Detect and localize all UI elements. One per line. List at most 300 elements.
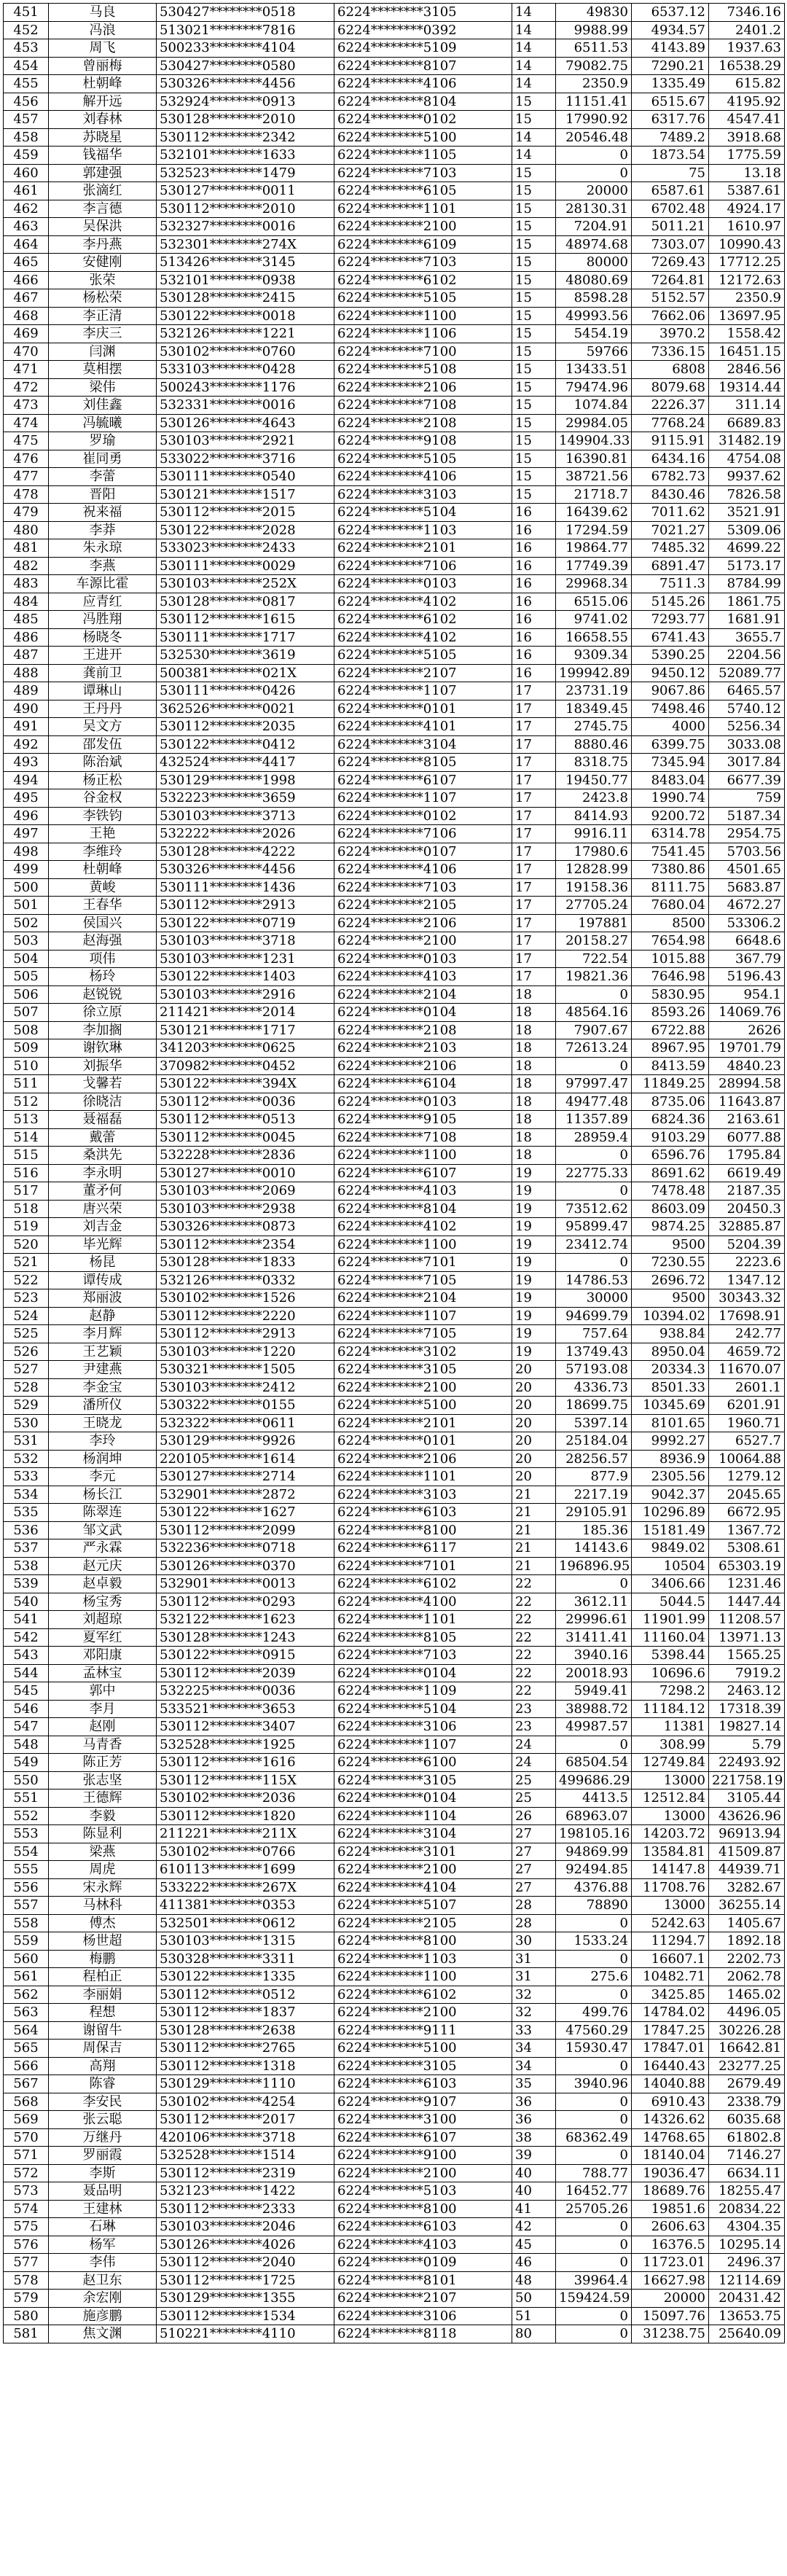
amount-cell-1: 0 [556,1575,632,1593]
count-cell: 15 [512,432,556,450]
amount-cell-3: 1681.91 [709,611,785,629]
table-row [4,2236,785,2254]
card-number-cell: 6224********5100 [334,2040,512,2058]
name-cell: 谢留牛 [49,2021,157,2040]
card-number-cell: 6224********0107 [334,843,512,861]
id-number-cell: 530129********1355 [157,2290,334,2308]
table-row [4,289,785,308]
card-number-cell: 6224********3106 [334,2307,512,2325]
name-cell: 李丽娟 [49,1986,157,2004]
row-number-cell: 540 [4,1593,49,1611]
card-number-cell: 6224********4103 [334,2236,512,2254]
amount-cell-2: 16627.98 [632,2271,709,2290]
count-cell: 18 [512,1147,556,1165]
count-cell: 15 [512,361,556,379]
amount-cell-1: 39964.4 [556,2271,632,2290]
amount-cell-1: 14786.53 [556,1271,632,1289]
table-row [4,878,785,897]
amount-cell-2: 11849.25 [632,1075,709,1093]
row-number-cell: 558 [4,1914,49,1932]
table-row [4,1254,785,1272]
table-row [4,1504,785,1522]
amount-cell-1: 38721.56 [556,468,632,486]
amount-cell-2: 7485.32 [632,539,709,558]
name-cell: 杨正松 [49,771,157,789]
id-number-cell: 532101********0938 [157,271,334,289]
name-cell: 杨军 [49,2236,157,2254]
name-cell: 赵刚 [49,1718,157,1736]
name-cell: 李加搁 [49,1021,157,1039]
amount-cell-3: 96913.94 [709,1825,785,1843]
count-cell: 16 [512,557,556,575]
table-row [4,2271,785,2290]
name-cell: 董矛何 [49,1182,157,1201]
row-number-cell: 568 [4,2093,49,2111]
name-cell: 谷金权 [49,789,157,808]
name-cell: 严永霖 [49,1539,157,1558]
count-cell: 27 [512,1825,556,1843]
count-cell: 17 [512,950,556,968]
amount-cell-1: 16452.77 [556,2182,632,2201]
row-number-cell: 529 [4,1397,49,1415]
id-number-cell: 530102********1526 [157,1289,334,1308]
row-number-cell: 537 [4,1539,49,1558]
amount-cell-2: 2305.56 [632,1468,709,1486]
amount-cell-1: 17749.39 [556,557,632,575]
card-number-cell: 6224********2108 [334,1021,512,1039]
amount-cell-3: 19314.44 [709,378,785,397]
name-cell: 周保吉 [49,2040,157,2058]
amount-cell-3: 6077.88 [709,1128,785,1147]
card-number-cell: 6224********9107 [334,2093,512,2111]
table-row [4,1378,785,1397]
amount-cell-1: 8880.46 [556,735,632,754]
id-number-cell: 513021********7816 [157,21,334,39]
amount-cell-1: 12828.99 [556,861,632,879]
name-cell: 梁燕 [49,1843,157,1861]
table-row [4,1307,785,1325]
amount-cell-1: 0 [556,2093,632,2111]
card-number-cell: 6224********6100 [334,1754,512,1772]
amount-cell-3: 3017.84 [709,754,785,772]
amount-cell-1: 4413.5 [556,1789,632,1808]
count-cell: 15 [512,218,556,236]
count-cell: 18 [512,1111,556,1129]
row-number-cell: 502 [4,914,49,932]
table-row [4,1218,785,1236]
count-cell: 27 [512,1878,556,1897]
id-number-cell: 530102********2036 [157,1789,334,1808]
name-cell: 杨松荣 [49,289,157,308]
count-cell: 20 [512,1432,556,1451]
id-number-cell: 530112********2010 [157,200,334,218]
amount-cell-2: 11708.76 [632,1878,709,1897]
row-number-cell: 480 [4,521,49,539]
amount-cell-3: 16642.81 [709,2040,785,2058]
amount-cell-1: 73512.62 [556,1200,632,1218]
amount-cell-3: 221758.19 [709,1771,785,1789]
id-number-cell: 530112********0036 [157,1093,334,1111]
count-cell: 22 [512,1647,556,1665]
id-number-cell: 530111********0029 [157,557,334,575]
amount-cell-3: 367.79 [709,950,785,968]
amount-cell-1: 722.54 [556,950,632,968]
count-cell: 45 [512,2236,556,2254]
name-cell: 万继丹 [49,2128,157,2147]
name-cell: 王艳 [49,825,157,843]
amount-cell-2: 5242.63 [632,1914,709,1932]
amount-cell-1: 16439.62 [556,504,632,522]
card-number-cell: 6224********7106 [334,557,512,575]
count-cell: 15 [512,182,556,200]
name-cell: 傅杰 [49,1914,157,1932]
amount-cell-2: 5830.95 [632,985,709,1004]
amount-cell-1: 48080.69 [556,271,632,289]
count-cell: 30 [512,1932,556,1951]
count-cell: 18 [512,1075,556,1093]
count-cell: 21 [512,1486,556,1504]
id-number-cell: 533222********267X [157,1878,334,1897]
amount-cell-3: 5.79 [709,1736,785,1754]
table-row [4,682,785,700]
id-number-cell: 411381********0353 [157,1897,334,1915]
id-number-cell: 530111********0540 [157,468,334,486]
card-number-cell: 6224********0103 [334,575,512,593]
amount-cell-2: 9992.27 [632,1432,709,1451]
name-cell: 戴蕾 [49,1128,157,1147]
amount-cell-1: 0 [556,2254,632,2272]
card-number-cell: 6224********8107 [334,57,512,75]
name-cell: 莫相摆 [49,361,157,379]
count-cell: 15 [512,414,556,432]
id-number-cell: 530122********1403 [157,968,334,986]
amount-cell-3: 4501.65 [709,861,785,879]
table-row [4,164,785,182]
card-number-cell: 6224********4102 [334,593,512,611]
amount-cell-3: 242.77 [709,1325,785,1343]
amount-cell-2: 16607.1 [632,1950,709,1968]
table-row [4,557,785,575]
amount-cell-3: 6672.95 [709,1504,785,1522]
card-number-cell: 6224********2106 [334,1057,512,1075]
amount-cell-2: 6399.75 [632,735,709,754]
name-cell: 尹建燕 [49,1361,157,1379]
row-number-cell: 485 [4,611,49,629]
card-number-cell: 6224********2105 [334,897,512,915]
row-number-cell: 476 [4,450,49,468]
name-cell: 杨昆 [49,1254,157,1272]
row-number-cell: 567 [4,2075,49,2093]
amount-cell-1: 49830 [556,4,632,22]
amount-cell-3: 4496.05 [709,2004,785,2022]
name-cell: 马林科 [49,1897,157,1915]
amount-cell-1: 28130.31 [556,200,632,218]
card-number-cell: 6224********3106 [334,1718,512,1736]
row-number-cell: 465 [4,254,49,272]
id-number-cell: 530128********1833 [157,1254,334,1272]
table-row [4,1057,785,1075]
card-number-cell: 6224********5107 [334,1897,512,1915]
id-number-cell: 530328********3311 [157,1950,334,1968]
name-cell: 高翔 [49,2057,157,2075]
count-cell: 19 [512,1271,556,1289]
id-number-cell: 530112********2913 [157,897,334,915]
id-number-cell: 530322********0155 [157,1397,334,1415]
amount-cell-3: 1347.12 [709,1271,785,1289]
row-number-cell: 505 [4,968,49,986]
table-row [4,1736,785,1754]
name-cell: 施彦鹏 [49,2307,157,2325]
amount-cell-2: 2226.37 [632,397,709,415]
amount-cell-1: 197881 [556,914,632,932]
amount-cell-2: 7478.48 [632,1182,709,1201]
amount-cell-3: 3918.68 [709,128,785,147]
id-number-cell: 530128********1243 [157,1628,334,1647]
amount-cell-2: 8501.33 [632,1378,709,1397]
amount-cell-1: 9309.34 [556,647,632,665]
name-cell: 冯胜翔 [49,611,157,629]
table-row [4,1825,785,1843]
id-number-cell: 533022********3716 [157,450,334,468]
table-row [4,1004,785,1022]
amount-cell-3: 19827.14 [709,1718,785,1736]
name-cell: 王德辉 [49,1789,157,1808]
card-number-cell: 6224********7101 [334,1254,512,1272]
amount-cell-3: 6619.49 [709,1164,785,1182]
row-number-cell: 532 [4,1450,49,1468]
name-cell: 程想 [49,2004,157,2022]
row-number-cell: 506 [4,985,49,1004]
amount-cell-1: 38988.72 [556,1700,632,1718]
card-number-cell: 6224********6105 [334,182,512,200]
amount-cell-3: 954.1 [709,985,785,1004]
amount-cell-2: 5390.25 [632,647,709,665]
amount-cell-1: 49987.57 [556,1718,632,1736]
card-number-cell: 6224********0109 [334,2254,512,2272]
count-cell: 17 [512,789,556,808]
id-number-cell: 530112********3407 [157,1718,334,1736]
amount-cell-1: 78890 [556,1897,632,1915]
amount-cell-3: 4924.17 [709,200,785,218]
id-number-cell: 532901********2872 [157,1486,334,1504]
id-number-cell: 532228********2836 [157,1147,334,1165]
table-row [4,2075,785,2093]
row-number-cell: 499 [4,861,49,879]
amount-cell-3: 2204.56 [709,647,785,665]
name-cell: 李永明 [49,1164,157,1182]
row-number-cell: 479 [4,504,49,522]
amount-cell-3: 2338.79 [709,2093,785,2111]
amount-cell-2: 6702.48 [632,200,709,218]
amount-cell-3: 11670.07 [709,1361,785,1379]
count-cell: 36 [512,2111,556,2129]
table-row [4,1521,785,1539]
table-row [4,789,785,808]
amount-cell-3: 7919.2 [709,1664,785,1682]
card-number-cell: 6224********2106 [334,378,512,397]
card-number-cell: 6224********3102 [334,1343,512,1361]
name-cell: 刘振华 [49,1057,157,1075]
table-row [4,1236,785,1254]
amount-cell-1: 79082.75 [556,57,632,75]
name-cell: 杜朝峰 [49,861,157,879]
count-cell: 18 [512,1039,556,1058]
count-cell: 28 [512,1914,556,1932]
card-number-cell: 6224********9105 [334,1111,512,1129]
count-cell: 16 [512,611,556,629]
amount-cell-1: 8414.93 [556,807,632,825]
amount-cell-3: 14069.76 [709,1004,785,1022]
row-number-cell: 573 [4,2182,49,2201]
count-cell: 18 [512,1128,556,1147]
amount-cell-1: 2423.8 [556,789,632,808]
amount-cell-2: 18689.76 [632,2182,709,2201]
name-cell: 聂福磊 [49,1111,157,1129]
card-number-cell: 6224********2100 [334,218,512,236]
count-cell: 39 [512,2147,556,2165]
row-number-cell: 468 [4,307,49,325]
amount-cell-1: 19864.77 [556,539,632,558]
amount-cell-1: 20000 [556,182,632,200]
table-row [4,825,785,843]
amount-cell-2: 6891.47 [632,557,709,575]
row-number-cell: 458 [4,128,49,147]
row-number-cell: 483 [4,575,49,593]
count-cell: 21 [512,1539,556,1558]
name-cell: 冯浪 [49,21,157,39]
id-number-cell: 530112********2342 [157,128,334,147]
row-number-cell: 451 [4,4,49,22]
row-number-cell: 545 [4,1682,49,1701]
amount-cell-1: 7204.91 [556,218,632,236]
id-number-cell: 532126********1221 [157,325,334,343]
amount-cell-1: 5397.14 [556,1414,632,1432]
name-cell: 赵静 [49,1307,157,1325]
amount-cell-2: 8413.59 [632,1057,709,1075]
amount-cell-2: 7646.98 [632,968,709,986]
count-cell: 19 [512,1182,556,1201]
row-number-cell: 457 [4,111,49,129]
amount-cell-3: 2401.2 [709,21,785,39]
table-row [4,2128,785,2147]
card-number-cell: 6224********5105 [334,450,512,468]
amount-cell-1: 92494.85 [556,1861,632,1879]
row-number-cell: 544 [4,1664,49,1682]
amount-cell-3: 11643.87 [709,1093,785,1111]
card-number-cell: 6224********2101 [334,1414,512,1432]
amount-cell-1: 1533.24 [556,1932,632,1951]
table-row [4,1039,785,1058]
row-number-cell: 554 [4,1843,49,1861]
row-number-cell: 547 [4,1718,49,1736]
table-row [4,1539,785,1558]
amount-cell-1: 788.77 [556,2164,632,2182]
count-cell: 19 [512,1289,556,1308]
id-number-cell: 530103********2921 [157,432,334,450]
name-cell: 张滴红 [49,182,157,200]
amount-cell-3: 32885.87 [709,1218,785,1236]
table-row [4,2164,785,2182]
id-number-cell: 530102********4254 [157,2093,334,2111]
card-number-cell: 6224********8100 [334,1521,512,1539]
name-cell: 吴保洪 [49,218,157,236]
count-cell: 15 [512,468,556,486]
name-cell: 郑丽波 [49,1289,157,1308]
id-number-cell: 532126********0332 [157,1271,334,1289]
table-row [4,93,785,111]
name-cell: 杨长江 [49,1486,157,1504]
row-number-cell: 469 [4,325,49,343]
amount-cell-3: 1279.12 [709,1468,785,1486]
id-number-cell: 530112********1837 [157,2004,334,2022]
amount-cell-1: 0 [556,2218,632,2236]
count-cell: 20 [512,1397,556,1415]
row-number-cell: 512 [4,1093,49,1111]
amount-cell-2: 8101.65 [632,1414,709,1432]
count-cell: 15 [512,307,556,325]
amount-cell-3: 5187.34 [709,807,785,825]
table-row [4,539,785,558]
card-number-cell: 6224********7103 [334,254,512,272]
amount-cell-2: 14203.72 [632,1825,709,1843]
row-number-cell: 533 [4,1468,49,1486]
amount-cell-3: 1795.84 [709,1147,785,1165]
id-number-cell: 530112********2354 [157,1236,334,1254]
name-cell: 杨玲 [49,968,157,986]
name-cell: 李铁钧 [49,807,157,825]
row-number-cell: 531 [4,1432,49,1451]
amount-cell-1: 15930.47 [556,2040,632,2058]
card-number-cell: 6224********4103 [334,1182,512,1201]
amount-cell-1: 21718.7 [556,485,632,504]
amount-cell-3: 6648.6 [709,932,785,951]
amount-cell-2: 11723.01 [632,2254,709,2272]
count-cell: 17 [512,825,556,843]
amount-cell-1: 17980.6 [556,843,632,861]
card-number-cell: 6224********6117 [334,1539,512,1558]
amount-cell-3: 13.18 [709,164,785,182]
amount-cell-3: 4547.41 [709,111,785,129]
row-number-cell: 452 [4,21,49,39]
amount-cell-1: 0 [556,147,632,165]
name-cell: 李月辉 [49,1325,157,1343]
name-cell: 李玲 [49,1432,157,1451]
table-row [4,271,785,289]
count-cell: 15 [512,235,556,254]
table-row [4,2290,785,2308]
amount-cell-2: 11294.7 [632,1932,709,1951]
table-row [4,985,785,1004]
count-cell: 16 [512,664,556,682]
card-number-cell: 6224********1101 [334,1611,512,1629]
card-number-cell: 6224********4104 [334,1878,512,1897]
count-cell: 34 [512,2057,556,2075]
table-row [4,1325,785,1343]
count-cell: 17 [512,682,556,700]
amount-cell-3: 4195.92 [709,93,785,111]
amount-cell-1: 94699.79 [556,1307,632,1325]
amount-cell-1: 48974.68 [556,235,632,254]
table-row [4,647,785,665]
amount-cell-1: 47560.29 [556,2021,632,2040]
row-number-cell: 527 [4,1361,49,1379]
row-number-cell: 552 [4,1807,49,1825]
name-cell: 徐立原 [49,1004,157,1022]
row-number-cell: 454 [4,57,49,75]
amount-cell-2: 20334.3 [632,1361,709,1379]
amount-cell-3: 3655.7 [709,628,785,647]
amount-cell-1: 57193.08 [556,1361,632,1379]
